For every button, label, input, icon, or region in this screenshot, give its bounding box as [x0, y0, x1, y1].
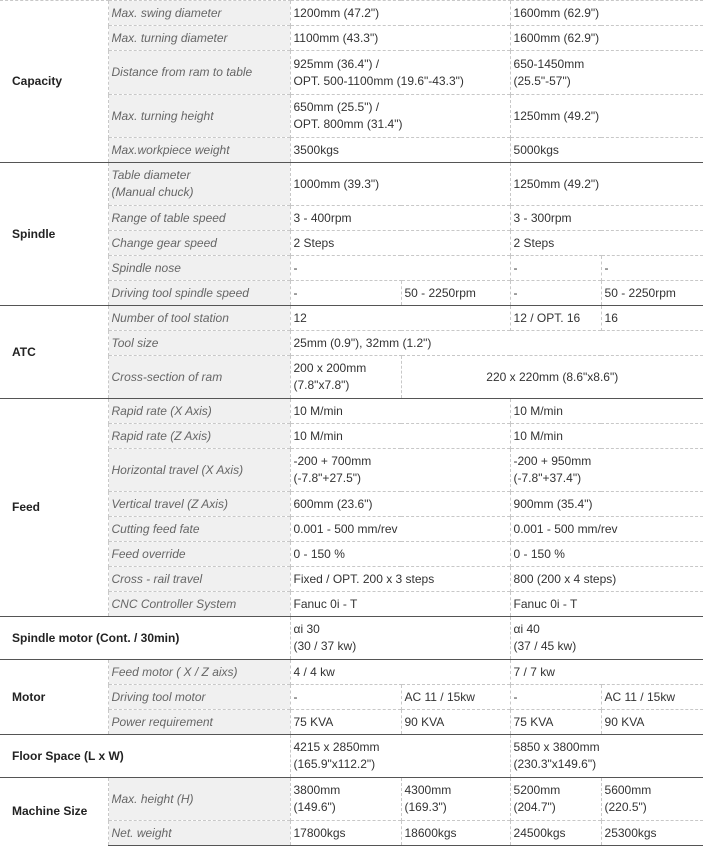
- row-label: Cross - rail travel: [108, 567, 290, 592]
- value-cell: -: [290, 256, 401, 281]
- value-cell: -: [290, 685, 401, 710]
- value-cell: 4 / 4 kw: [290, 660, 510, 685]
- value-line: 3800mm: [293, 783, 341, 797]
- row-label: Rapid rate (Z Axis): [108, 424, 290, 449]
- value-cell: 3 - 400rpm: [290, 206, 510, 231]
- value-cell: 3 - 300rpm: [510, 206, 703, 231]
- row-label: Vertical travel (Z Axis): [108, 492, 290, 517]
- row-label: Max. turning diameter: [108, 26, 290, 51]
- row-label: Max.workpiece weight: [108, 138, 290, 163]
- value-cell: 2 Steps: [290, 231, 510, 256]
- row-label: Number of tool station: [108, 306, 290, 331]
- value-cell: 75 KVA: [510, 710, 601, 735]
- row-label: Cross-section of ram: [108, 356, 290, 399]
- value-cell: 1250mm (49.2"): [510, 95, 703, 138]
- value-cell: 10 M/min: [510, 399, 703, 424]
- row-label: Max. turning height: [108, 95, 290, 138]
- value-cell: [601, 778, 703, 821]
- section-floor-space: Floor Space (L x W): [0, 735, 290, 778]
- value-cell: [510, 51, 703, 95]
- value-cell: 1600mm (62.9"): [510, 26, 703, 51]
- value-line: 925mm (36.4") /: [293, 56, 380, 71]
- value-cell: [290, 617, 510, 660]
- value-line: (220.5"): [604, 800, 647, 814]
- value-line: 650-1450mm: [513, 56, 585, 71]
- value-line: (-7.8"+27.5"): [293, 471, 362, 485]
- section-capacity: Capacity: [0, 1, 108, 163]
- value-cell: [510, 735, 703, 778]
- row-label: Driving tool spindle speed: [108, 281, 290, 306]
- value-cell: 12: [290, 306, 510, 331]
- value-cell: 24500kgs: [510, 821, 601, 846]
- value-line: 4215 x 2850mm: [293, 740, 380, 754]
- value-line: 4300mm: [404, 783, 452, 797]
- row-label: Tool size: [108, 331, 290, 356]
- value-cell: -: [510, 685, 601, 710]
- value-cell: Fixed / OPT. 200 x 3 steps: [290, 567, 510, 592]
- row-label: Horizontal travel (X Axis): [108, 449, 290, 492]
- value-cell: 25300kgs: [601, 821, 703, 846]
- value-cell: 0 - 150 %: [290, 542, 510, 567]
- value-cell: 220 x 220mm (8.6"x8.6"): [401, 356, 703, 399]
- value-cell: 5000kgs: [510, 138, 703, 163]
- value-line: 5850 x 3800mm: [513, 740, 600, 754]
- value-line: (37 / 45 kw): [513, 639, 577, 653]
- row-label: Max. swing diameter: [108, 1, 290, 26]
- row-label: [108, 163, 290, 206]
- value-cell: -: [510, 256, 601, 281]
- value-line: αi 30: [293, 622, 320, 636]
- value-cell: -: [510, 281, 601, 306]
- value-cell: [510, 449, 703, 492]
- value-line: OPT. 500-1100mm (19.6"-43.3"): [293, 73, 464, 88]
- value-line: (7.8"x7.8"): [293, 378, 350, 392]
- section-spindle: Spindle: [0, 163, 108, 306]
- value-cell: 800 (200 x 4 steps): [510, 567, 703, 592]
- row-label: Spindle nose: [108, 256, 290, 281]
- value-cell: Fanuc 0i - T: [510, 592, 703, 617]
- value-line: (204.7"): [513, 800, 556, 814]
- value-cell: [290, 356, 401, 399]
- value-cell: 50 - 2250rpm: [601, 281, 703, 306]
- value-line: (165.9"x112.2"): [293, 757, 376, 771]
- value-cell: 0 - 150 %: [510, 542, 703, 567]
- value-cell: 7 / 7 kw: [510, 660, 703, 685]
- row-label: Distance from ram to table: [108, 51, 290, 95]
- value-cell: 900mm (35.4"): [510, 492, 703, 517]
- value-cell: -: [601, 256, 703, 281]
- label-line: Table diameter: [111, 168, 191, 182]
- value-cell: [510, 778, 601, 821]
- value-cell: 3500kgs: [290, 138, 510, 163]
- value-cell: [290, 95, 510, 138]
- row-label: Range of table speed: [108, 206, 290, 231]
- value-cell: [401, 778, 510, 821]
- row-label: Driving tool motor: [108, 685, 290, 710]
- section-motor: Motor: [0, 660, 108, 735]
- value-cell: [290, 735, 510, 778]
- value-line: (-7.8"+37.4"): [513, 471, 582, 485]
- value-cell: 1600mm (62.9"): [510, 1, 703, 26]
- value-line: (169.3"): [404, 800, 447, 814]
- value-line: αi 40: [513, 622, 540, 636]
- value-cell: 18600kgs: [401, 821, 510, 846]
- value-cell: 2 Steps: [510, 231, 703, 256]
- value-cell: 50 - 2250rpm: [401, 281, 510, 306]
- value-cell: [290, 449, 510, 492]
- value-line: -200 + 700mm: [293, 454, 372, 468]
- row-label: Net. weight: [108, 821, 290, 846]
- value-cell: 25mm (0.9"), 32mm (1.2"): [290, 331, 703, 356]
- row-label: Cutting feed fate: [108, 517, 290, 542]
- label-line: (Manual chuck): [111, 185, 194, 199]
- value-cell: 10 M/min: [510, 424, 703, 449]
- value-cell: 16: [601, 306, 703, 331]
- value-line: (149.6"): [293, 800, 336, 814]
- value-cell: -: [290, 281, 401, 306]
- value-line: (230.3"x149.6"): [513, 757, 597, 771]
- value-cell: 0.001 - 500 mm/rev: [290, 517, 510, 542]
- value-cell: [290, 51, 510, 95]
- row-label: CNC Controller System: [108, 592, 290, 617]
- value-line: (25.5"-57"): [513, 73, 571, 88]
- section-atc: ATC: [0, 306, 108, 399]
- value-cell: 75 KVA: [290, 710, 401, 735]
- value-cell: 12 / OPT. 16: [510, 306, 601, 331]
- value-cell: 1100mm (43.3"): [290, 26, 510, 51]
- value-cell: AC 11 / 15kw: [601, 685, 703, 710]
- value-cell: 1000mm (39.3"): [290, 163, 510, 206]
- value-cell: 10 M/min: [290, 399, 510, 424]
- value-cell: AC 11 / 15kw: [401, 685, 510, 710]
- value-line: -200 + 950mm: [513, 454, 592, 468]
- value-cell: 90 KVA: [601, 710, 703, 735]
- value-cell: 10 M/min: [290, 424, 510, 449]
- value-line: OPT. 800mm (31.4"): [293, 117, 403, 131]
- row-label: Max. height (H): [108, 778, 290, 821]
- row-label: Power requirement: [108, 710, 290, 735]
- section-spindle-motor: Spindle motor (Cont. / 30min): [0, 617, 290, 660]
- row-label: Change gear speed: [108, 231, 290, 256]
- value-cell: [401, 256, 510, 281]
- value-cell: 1200mm (47.2"): [290, 1, 510, 26]
- value-cell: 0.001 - 500 mm/rev: [510, 517, 703, 542]
- value-line: 5200mm: [513, 783, 561, 797]
- value-cell: [290, 778, 401, 821]
- value-line: 5600mm: [604, 783, 652, 797]
- value-line: 200 x 200mm: [293, 361, 367, 375]
- row-label: Feed override: [108, 542, 290, 567]
- value-cell: Fanuc 0i - T: [290, 592, 510, 617]
- value-cell: [510, 617, 703, 660]
- value-cell: 90 KVA: [401, 710, 510, 735]
- value-cell: 600mm (23.6"): [290, 492, 510, 517]
- value-cell: 1250mm (49.2"): [510, 163, 703, 206]
- row-label: Feed motor ( X / Z aixs): [108, 660, 290, 685]
- value-line: 650mm (25.5") /: [293, 100, 380, 114]
- value-line: (30 / 37 kw): [293, 639, 357, 653]
- section-machine-size: Machine Size: [0, 778, 108, 846]
- section-feed: Feed: [0, 399, 108, 617]
- value-cell: 17800kgs: [290, 821, 401, 846]
- row-label: Rapid rate (X Axis): [108, 399, 290, 424]
